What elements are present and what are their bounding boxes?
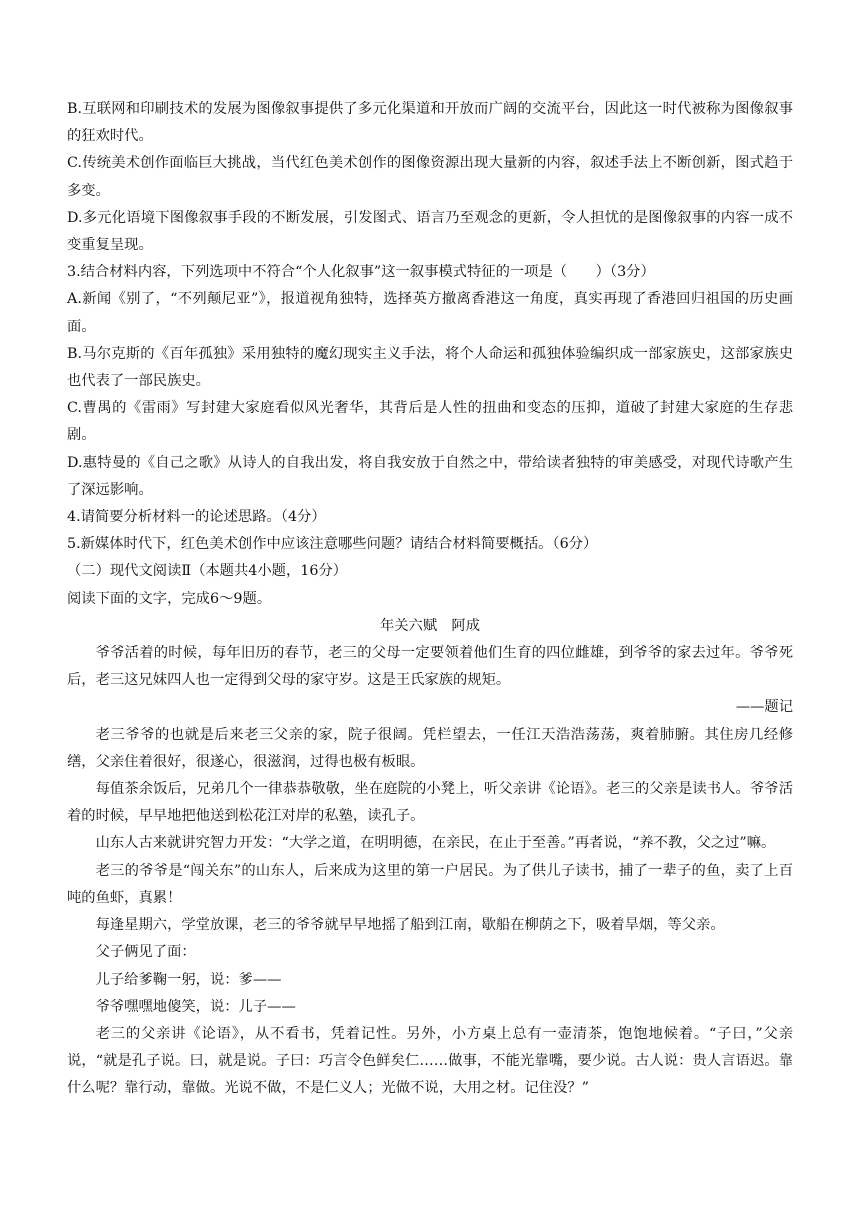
section-heading: （二）现代文阅读Ⅱ（本题共4小题，16分）	[67, 563, 348, 580]
epigraph: 爷爷活着的时候，每年旧历的春节，老三的父母一定要领着他们生育的四位雌雄，到爷爷的家去过年。爷爷死后，老三这兄妹四人也一定得到父母的家守岁。这是王氏家族的规矩。	[67, 645, 793, 689]
article-paragraph: 每逢星期六，学堂放课，老三的爷爷就早早地摇了船到江南，歇船在柳荫之下，吸着旱烟，等父亲。	[95, 917, 725, 934]
option-3c: C.曹禺的《雷雨》写封建大家庭看似风光奢华，其背后是人性的扭曲和变态的压抑，道破了封建大家庭的生存悲剧。	[67, 400, 793, 444]
option-3a: A.新闻《别了，“不列颠尼亚”》，报道视角独特，选择英方撤离香港这一角度，真实再现了香港回归祖国的历史画面。	[67, 291, 793, 335]
article-paragraph: 每值茶余饭后，兄弟几个一律恭恭敬敬，坐在庭院的小凳上，听父亲讲《论语》。老三的父亲是读书人。爷爷活着的时候，早早地把他送到松花江对岸的私塾，读孔子。	[67, 781, 793, 825]
article-paragraph: 父子俩见了面：	[95, 944, 196, 961]
option-3d: D.惠特曼的《自己之歌》从诗人的自我出发，将自我安放于自然之中，带给读者独特的审美感受，对现代诗歌产生了深远影响。	[67, 454, 793, 498]
article-title: 年关六赋 阿成	[379, 617, 481, 634]
question-4: 4.请简要分析材料一的论述思路。（4分）	[67, 509, 326, 526]
epigraph-note: ——题记	[735, 699, 793, 716]
article-paragraph: 儿子给爹鞠一躬，说：爹——	[95, 971, 282, 988]
article-paragraph: 老三爷爷的也就是后来老三父亲的家，院子很阔。凭栏望去，一任江天浩浩荡荡，爽着肺腑。其住房几经修缮，父亲住着很好，很遂心，很滋润，过得也极有板眼。	[67, 726, 793, 770]
reading-instruction: 阅读下面的文字，完成6～9题。	[67, 590, 272, 607]
question-5: 5.新媒体时代下，红色美术创作中应该注意哪些问题？请结合材料简要概括。（6分）	[67, 536, 598, 553]
article-paragraph: 老三的爷爷是“闯关东”的山东人，后来成为这里的第一户居民。为了供儿子读书，捕了一辈子的鱼，卖了上百吨的鱼虾，真累！	[67, 862, 793, 906]
article-paragraph: 山东人古来就讲究智力开发：“大学之道，在明明德，在亲民，在止于至善。”再者说，“养不教，父之过”嘛。	[95, 835, 776, 852]
question-3-stem: 3.结合材料内容，下列选项中不符合“个人化叙事”这一叙事模式特征的一项是（ ）（3分）	[67, 264, 655, 281]
option-2d: D.多元化语境下图像叙事手段的不断发展，引发图式、语言乃至观念的更新，令人担忧的是图像叙事的内容一成不变重复呈现。	[67, 209, 793, 254]
article-paragraph: 爷爷嘿嘿地傻笑，说：儿子——	[95, 998, 296, 1015]
exam-page	[67, 96, 793, 1103]
article-paragraph: 老三的父亲讲《论语》，从不看书，凭着记性。另外，小方桌上总有一壶清茶，饱饱地候着。“子曰，”父亲说，“就是孔子说。曰，就是说。子曰：巧言令色鲜矣仁……做事，不能光靠嘴，要少说。古人说：贵人言语迟。靠什么呢？靠行动，靠做。光说不做，不是仁义人；光做不说，大用之材。记住没？”	[67, 1025, 793, 1097]
option-3b: B.马尔克斯的《百年孤独》采用独特的魔幻现实主义手法，将个人命运和孤独体验编织成一部家族史，这部家族史也代表了一部民族史。	[67, 345, 793, 390]
option-2c: C.传统美术创作面临巨大挑战，当代红色美术创作的图像资源出现大量新的内容，叙述手法上不断创新，图式趋于多变。	[67, 155, 793, 199]
option-2b: B.互联网和印刷技术的发展为图像叙事提供了多元化渠道和开放而广阔的交流平台，因此这一时代被称为图像叙事的狂欢时代。	[67, 101, 793, 145]
